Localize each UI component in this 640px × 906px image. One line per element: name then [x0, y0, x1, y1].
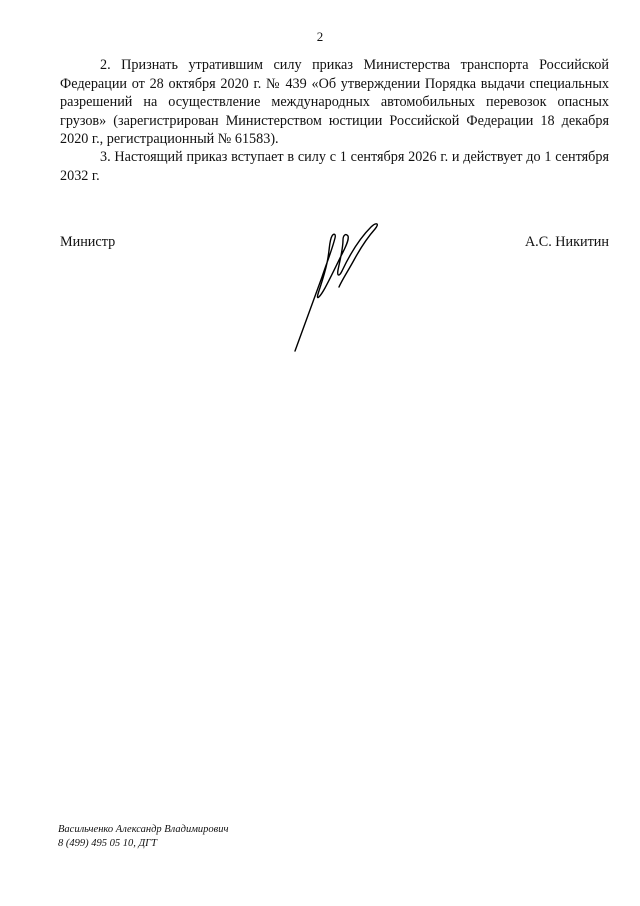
paragraph-2: 2. Признать утратившим силу приказ Министерства транспорта Российской Федерации от 28 октября 2020 г. № 439 «Об утверждении Порядка выдачи специальных разрешений на осуществление международных автомобильных перевозок опасных грузов» (зарегистрирован Министерством юстиции Российской Федерации 18 декабря 2020 г., регистрационный № 61583).: [60, 57, 609, 147]
handwritten-signature: [287, 215, 405, 355]
signer-title: Министр: [60, 234, 116, 250]
contact-info: [58, 823, 228, 851]
contact-phone: 8 (499) 495 05 10, ДГТ: [58, 838, 157, 849]
signer-name: А.С. Никитин: [524, 234, 609, 250]
page-number: 2: [316, 29, 324, 44]
paragraph-3: 3. Настоящий приказ вступает в силу с 1 сентября 2026 г. и действует до 1 сентября 2032 г.: [60, 149, 609, 184]
contact-person: Васильченко Александр Владимирович: [58, 824, 229, 835]
